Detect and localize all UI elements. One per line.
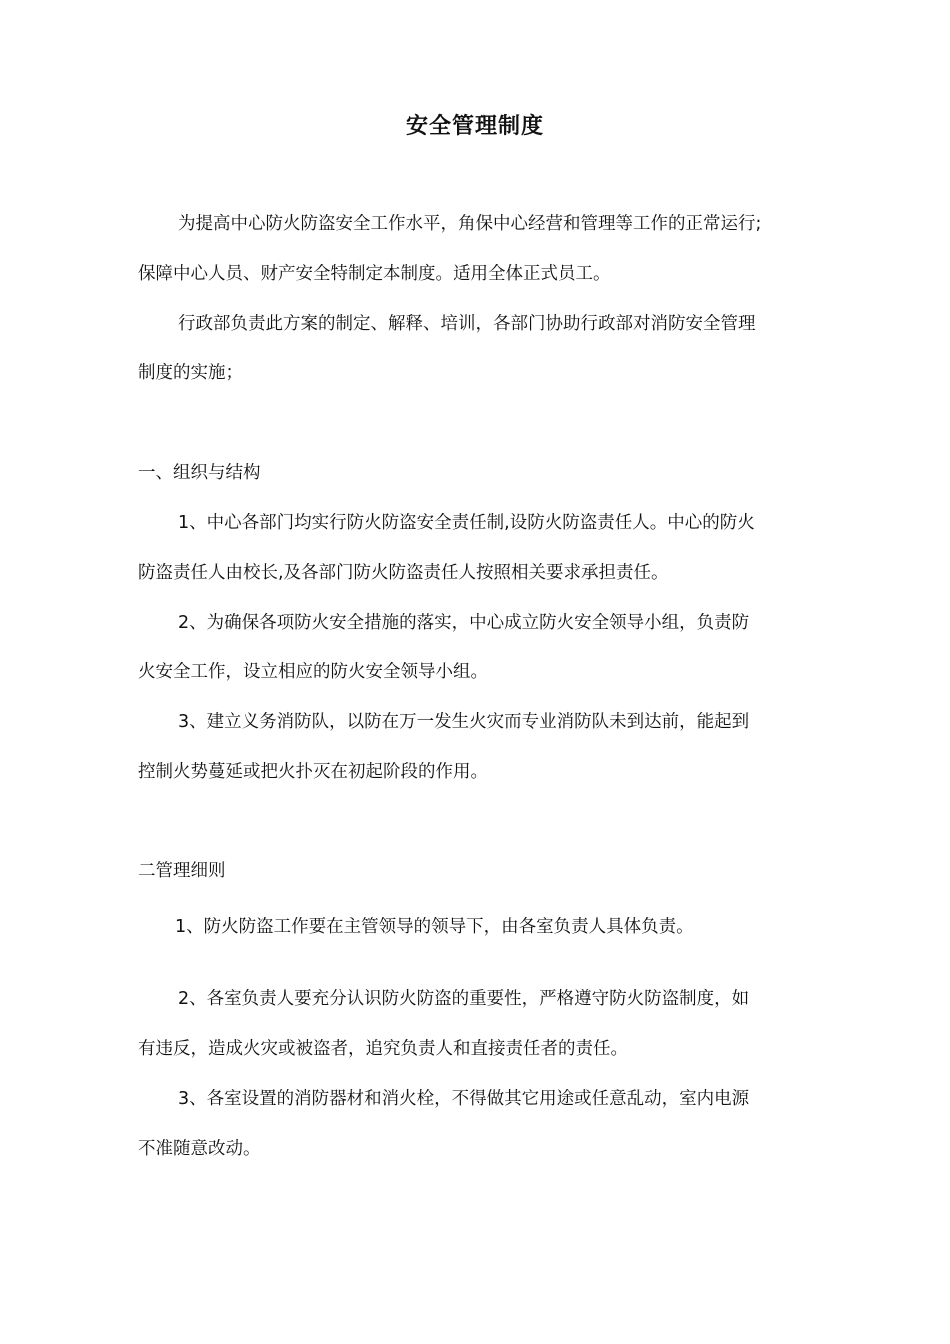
section-heading-management: 二管理细则 [138,861,226,881]
intro-line: 行政部负责此方案的制定、解释、培训，各部门协助行政部对消防安全管理 [178,314,756,334]
section2-line: 2、各室负责人要充分认识防火防盗的重要性，严格遵守防火防盗制度，如 [178,989,750,1009]
intro-line: 为提高中心防火防盗安全工作水平，角保中心经营和管理等工作的正常运行; [178,214,762,234]
intro-line: 保障中心人员、财产安全特制定本制度。适用全体正式员工。 [138,264,611,284]
document-title: 安全管理制度 [405,114,544,139]
section1-line: 火安全工作，设立相应的防火安全领导小组。 [138,662,488,682]
section1-line: 3、建立义务消防队，以防在万一发生火灾而专业消防队未到达前，能起到 [178,712,750,732]
section2-line: 不准随意改动。 [138,1139,261,1159]
section2-line: 3、各室设置的消防器材和消火栓，不得做其它用途或任意乱动，室内电源 [178,1089,750,1109]
intro-line: 制度的实施； [138,363,243,383]
section1-line: 防盗责任人由校长,及各部门防火防盗责任人按照相关要求承担责任。 [138,563,669,583]
section1-line: 1、中心各部门均实行防火防盗安全责任制,设防火防盗责任人。中心的防火 [178,513,755,533]
section2-line: 1、防火防盗工作要在主管领导的领导下，由各室负责人具体负责。 [175,917,694,937]
section-heading-organization: 一、组织与结构 [138,463,261,483]
section2-line: 有违反，造成火灾或被盗者，追究负责人和直接责任者的责任。 [138,1039,628,1059]
section1-line: 2、为确保各项防火安全措施的落实，中心成立防火安全领导小组，负责防 [178,613,750,633]
section1-line: 控制火势蔓延或把火扑灭在初起阶段的作用。 [138,762,488,782]
